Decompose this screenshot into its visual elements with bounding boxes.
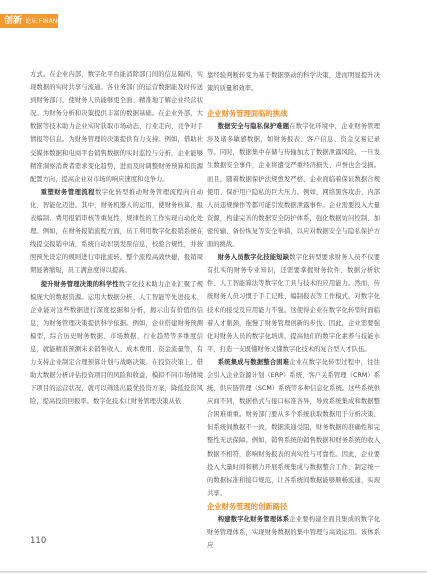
paragraph-heading: 财务人员数字化技能短缺	[217, 254, 290, 262]
page-number: 110	[30, 536, 47, 546]
header-badge-text: 创新	[4, 16, 23, 26]
paragraph-heading: 重塑财务管理流程	[40, 188, 95, 196]
paragraph-body: 数字化转型推动财务管理流程向自动化、智能化迈进。其中，财务机器人的运用，使财务核算、报表编制、费用报销审核等重复性、规律性的工作实现自动化处理。例如，在财务报销流程方面，员工利用数字化报销系统在线提交报销申请，系统自动识别发票信息，校验合规性，并按照预先设定的规则进行审批流转。整个流程高效快捷，报销周期显著缩短，员工满意度得以提高。	[30, 188, 204, 275]
paragraph-body: 企业要构建全面且集成的数字化财务管理体系，实现财务数据的集中管理与高效运用。该体系应	[207, 515, 380, 550]
paragraph	[30, 278, 203, 409]
paragraph-heading: 提升财务管理决策的科学性	[40, 280, 119, 288]
paragraph	[207, 251, 380, 356]
paragraph-body: 数字化技术助力企业汇聚了规模庞大的数据资源。运用大数据分析、人工智能等先进技术，企业能对这些数据进行深度挖掘和分析，揭示出有价值的信息，为财务管理决策提供科学依据。例如，企业搭建财务预测模型，综合历史财务数据、市场数据、行业趋势等多维度信息，就能精准预测未来销售收入、成本费用、资金流量等，有力支持企业制定合理预算计划与战略决策。在投资决策上，借助大数据分析评估投资项目的风险和收益，模拟不同市场情境下项目的运营状况，就可以筛选出最优投资方案，降低投资风险，提高投资回报率。数字化技术让财务管理决策从依	[30, 280, 203, 406]
paragraph-heading: 数据安全与隐私保护难题	[217, 123, 290, 131]
paragraph: 方式。在企业内部，数字化平台能消除部门间的信息隔阂，实现数据的实时共享与流通。各业务部门的运营数据能及时传送到财务部门，使财务人员能够更全面、精准地了解企业经营状况。为财务分析和决策提供丰富的数据基础。在企业外部，大数据等技术助力企业实时获取市场动态、行业走向、竞争对手情报等信息。为财务管理的决策提供有力支持。例如，借助社交媒体数据和电商平台销售数据的实时监控与分析，企业能够精准洞察消费者需求变化趋势，进而及时调整财务预算和资源配置方向，提高企业对市场的响应速度和竞争力。	[30, 71, 203, 183]
paragraph	[30, 186, 203, 278]
paragraph-body: 数字化转型要求财务人员不仅要有扎实的财务专业知识，还需要掌握财务软件、数据分析软件、人工智能算法等数字化工具与技术的应用能力。然而，传统财务人员习惯于手工记账、编制报表等工作模式，对数字化技术的接受及应用能力不强。这使得企业在数字化转型时面临着人才瓶颈，拖慢了财务管理创新的步伐。因此，企业需要强化对财务人员的数字化培训，提高他们的数字化素养与技能水平，打造一支既懂财务又懂数字化技术的复合型人才队伍。	[207, 254, 380, 353]
paragraph-heading: 构建数字化财务管理体系	[217, 515, 290, 523]
paragraph-heading: 系统集成与数据整合困难	[217, 358, 290, 366]
paragraph	[207, 120, 380, 251]
right-column	[207, 69, 380, 552]
left-column	[30, 68, 203, 408]
paragraph-body: 企业在数字化转型过程中，往往会引入企业资源计划（ERP）系统、客户关系管理（CRM）系统、供应链管理（SCM）系统等多种信息化系统。这些系统供应商不同，数据格式与接口标准各异，导致系统集成和数据整合困难重重。财务部门要从多个系统获取数据用于分析决策，但系统间数据不一致，数据流通受阻，财务数据的准确性和完整性无法保障。例如，销售系统的销售数据和财务系统的收入数据不相符，影响财务报表的真实性与可靠性。因此，企业要投入大量时间和精力开展系统集成与数据整合工作，制定统一的数据标准和接口规范，让各系统间数据能够顺畅流通、实现共享。	[207, 358, 380, 497]
paragraph-body: 在数字化环境中，企业财务管理涉及诸多敏感数据，如财务报表、客户信息、资金交易记录等。同时，数据集中存储与传输加大了数据泄露风险，一旦发生数据安全事件，企业将遭受严重经济损失、声誉也会受损。而且，随着数据保护法规愈发严格，企业面临着保证数据合规使用、保护用户隐私的巨大压力。例如，网络黑客攻击、内部人员违规操作等都可能引发数据泄露事件。企业需要投入大量资源，构建完善的数据安全防护体系，强化数据访问控制、加密传输、备份恢复等安全举措，以应对数据安全与隐私保护方面的挑战。	[207, 123, 380, 249]
header-label	[4, 15, 65, 28]
section-title: 企业财务管理的创新路径	[207, 501, 288, 511]
paragraph	[207, 356, 380, 500]
paragraph: 靠经验判断转变为基于数据驱动的科学决策，进而明显提升决策的质量和效率。	[207, 72, 380, 93]
header-badge-subtitle: 论坛 FINANCE	[25, 18, 66, 25]
section-title: 企业财务管理面临的挑战	[207, 109, 288, 119]
paragraph	[207, 513, 380, 552]
